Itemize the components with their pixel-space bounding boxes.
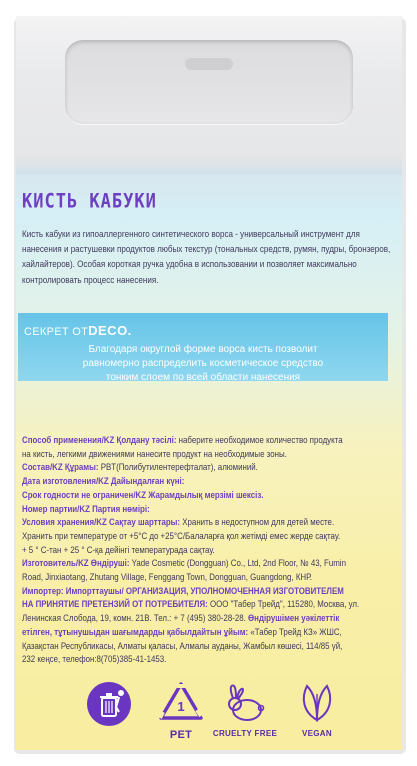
composition-text: PBT(Полибутилентерефталат), алюминий.	[98, 462, 258, 473]
claims-label: НА ПРИНЯТИЕ ПРЕТЕНЗИЙ ОТ ПОТРЕБИТЕЛЯ:	[22, 599, 208, 610]
storage-line	[22, 516, 400, 530]
usage-text-2: на кисть, легкими движениями нанесите продукт на необходимые зоны.	[22, 448, 287, 459]
secret-line: равномерно распределить косметическое средство	[82, 358, 324, 369]
composition-label: Состав/KZ Құрамы:	[22, 462, 99, 473]
batch-label: Номер партии/KZ Партия нөмірі:	[22, 503, 150, 514]
recycle-pet-icon	[146, 680, 216, 741]
certification-icons	[16, 680, 402, 750]
product-info	[22, 434, 400, 667]
authorized-label: Өндірушімен уәкілеттік	[245, 613, 340, 624]
importer-label: Импортер: Импорттаушы/ ОРГАНИЗАЦИЯ, УПОЛНОМОЧЕННАЯ ИЗГОТОВИТЕЛЕМ	[22, 585, 344, 596]
address-text: Ленинская Слобода, 19, комн. 21В. Тел.: + 7 (495) 380-28-28.	[22, 613, 246, 624]
storage-label: Условия хранения/KZ Сақтау шарттары:	[22, 517, 181, 528]
cruelty-free-label: CRUELTY FREE	[212, 729, 278, 738]
vegan-leaf-icon	[282, 680, 352, 738]
secret-line: Благодаря округлой форме ворса кисть позволит	[88, 344, 318, 355]
secret-text	[18, 343, 388, 385]
claims-text: ООО "Табер Трейд", 115280, Москва, ул.	[207, 599, 360, 610]
usage-line	[22, 434, 400, 448]
manufacturer-label: Изготовитель/KZ Өндіруші:	[22, 558, 130, 569]
authorized-text: «Табер Трейд КЗ» ЖШС,	[248, 626, 342, 637]
product-card	[16, 16, 402, 750]
secret-line: тонким слоем по всей области нанесения	[105, 372, 301, 383]
manufacturer-line	[22, 557, 400, 571]
trash-bin-icon	[74, 680, 144, 733]
product-title: КИСТЬ КАБУКИ	[22, 190, 157, 213]
address-line	[22, 612, 400, 626]
secret-prefix: СЕКРЕТ ОТ	[24, 326, 89, 338]
kz-address: Қазақстан Республикасы, Алматы қаласы, Алмалы ауданы, Жамбыл көшесі, 114/85 үй,	[22, 640, 343, 651]
hang-tab	[65, 40, 353, 124]
kz-address-2: 232 кеңсе, телефон:8(705)385-41-1453.	[22, 654, 167, 665]
usage-text: наберите необходимое количество продукта	[176, 435, 343, 445]
composition-line	[22, 461, 400, 475]
authorized-label-2: етілген, тұтынушыдан шағымдарды қабылдайтын ұйым:	[22, 626, 249, 637]
manufacturer-text: Yade Cosmetic (Dongguan) Co., Ltd, 2nd Floor, № 43, Fumin	[129, 558, 346, 569]
manufacture-date-label: Дата изготовления/KZ Дайындалған күні:	[22, 476, 185, 487]
product-description: Кисть кабуки из гипоаллергенного синтетического ворса - универсальный инструмент для нанесения и растушевки продуктов любых текстур (тональных средств, румян, пудры, бронзеров, хайлайтеров). Особая короткая ручка удобна в использовании и позволяет максимально контролировать процесс нанесения.	[22, 228, 391, 285]
secret-box	[18, 313, 388, 381]
claims-line	[22, 598, 400, 612]
card-fold	[16, 156, 402, 174]
vegan-label: VEGAN	[302, 729, 332, 738]
hang-hole	[185, 58, 233, 70]
storage-text-3: + 5 ° C-тан + 25 ° C-қа дейінгі температурада сақтау.	[22, 544, 215, 555]
rabbit-icon	[210, 680, 280, 738]
brand-logo: DECO.	[88, 323, 132, 338]
authorized-line	[22, 626, 400, 640]
manufacturer-text-2: Road, Jinxiaotang, Zhutang Village, Fenggang Town, Dongguan, Guangdong, КНР.	[22, 572, 313, 583]
storage-text-2: Хранить при температуре от +5°C до +25°C/Балаларға қол жетімді емес жерде сақтау.	[22, 530, 341, 541]
expiry-label: Срок годности не ограничен/KZ Жарамдылық мерзімі шексіз.	[22, 489, 264, 500]
usage-label: Способ применения/KZ Қолдану тәсілі:	[22, 435, 177, 445]
storage-text: Хранить в недоступном для детей месте.	[180, 517, 335, 528]
recycle-number: 1	[177, 699, 185, 714]
pet-label: PET	[169, 729, 193, 741]
secret-heading	[24, 323, 132, 338]
